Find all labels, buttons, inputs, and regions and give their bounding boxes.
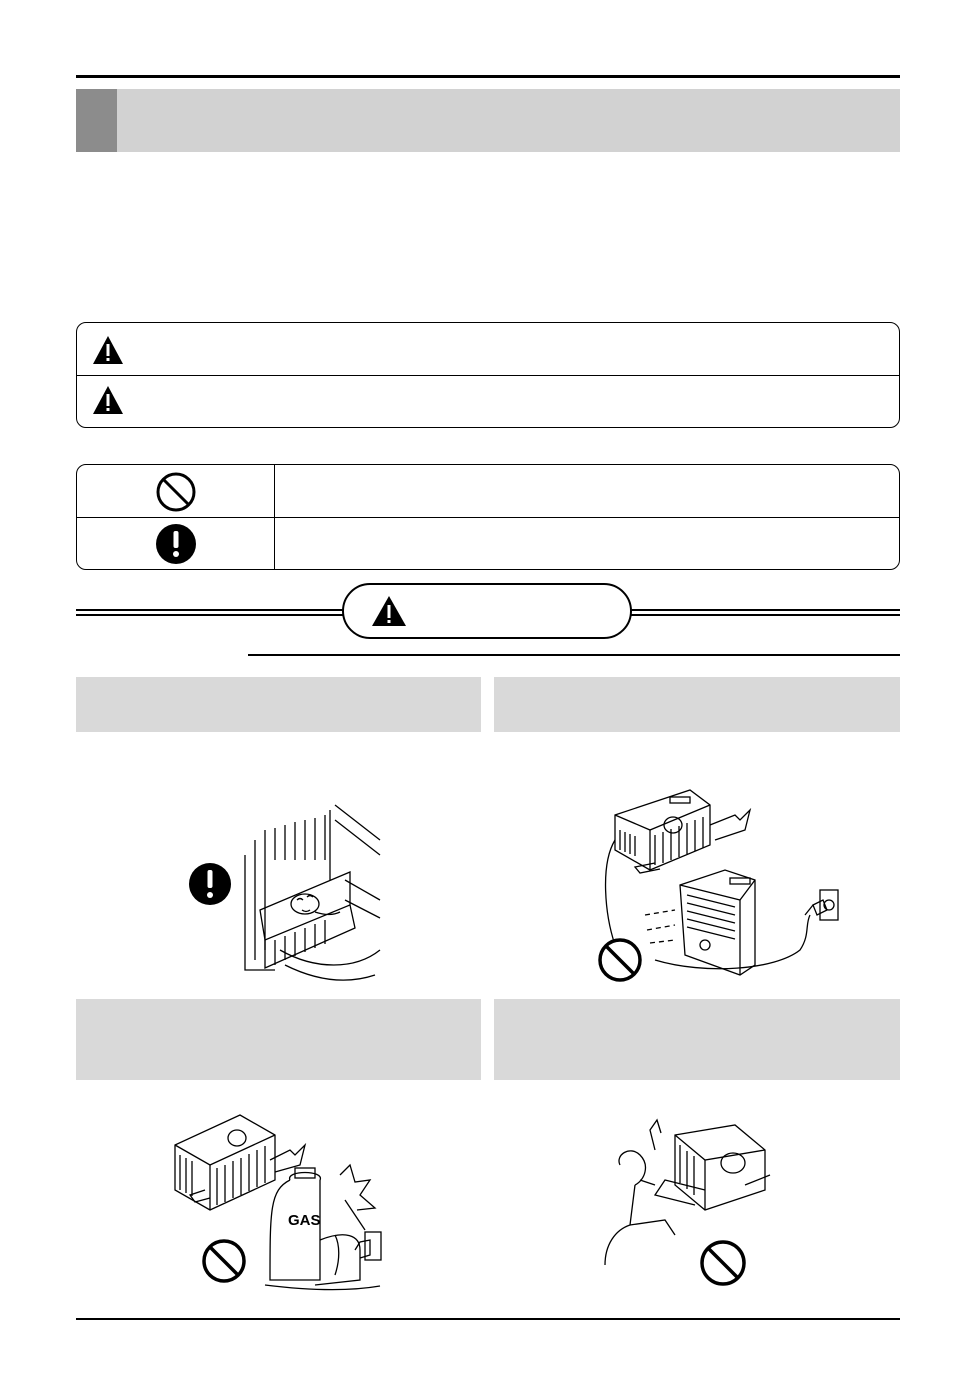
prohibition-icon: [597, 937, 643, 983]
exclamation-circle-icon: [188, 862, 232, 906]
illustration-airflow: [595, 1115, 780, 1290]
banner-rule-left-top: [76, 609, 346, 611]
legend-row-divider: [77, 517, 899, 518]
warning-triangle-icon: [371, 595, 407, 627]
exclamation-circle-icon: [155, 523, 197, 565]
instruction-panel-2: [494, 677, 900, 732]
subsection-rule: [248, 654, 900, 656]
signal-word-divider: [77, 375, 899, 376]
banner-rule-right-top: [630, 609, 900, 611]
prohibition-icon: [201, 1238, 247, 1284]
symbol-legend-box: [76, 464, 900, 570]
warning-banner: [342, 583, 632, 639]
instruction-panel-4: [494, 999, 900, 1080]
warning-triangle-icon: [92, 385, 124, 415]
section-header-tab: [76, 89, 117, 152]
instruction-panel-3: [76, 999, 481, 1080]
warning-triangle-icon: [92, 335, 124, 365]
section-header-bar: [76, 89, 900, 152]
instruction-panel-1: [76, 677, 481, 732]
prohibition-icon: [699, 1239, 747, 1287]
illustration-heater: [595, 785, 855, 985]
signal-word-box: [76, 322, 900, 428]
illustration-gas-cylinder: [165, 1110, 390, 1300]
banner-rule-right-bottom: [630, 614, 900, 616]
illustration-window-install: [185, 800, 395, 990]
svg-text:GAS: GAS: [288, 1212, 321, 1229]
bottom-rule: [76, 1318, 900, 1320]
prohibition-icon: [155, 471, 197, 513]
top-rule: [76, 75, 900, 78]
banner-rule-left-bottom: [76, 614, 346, 616]
